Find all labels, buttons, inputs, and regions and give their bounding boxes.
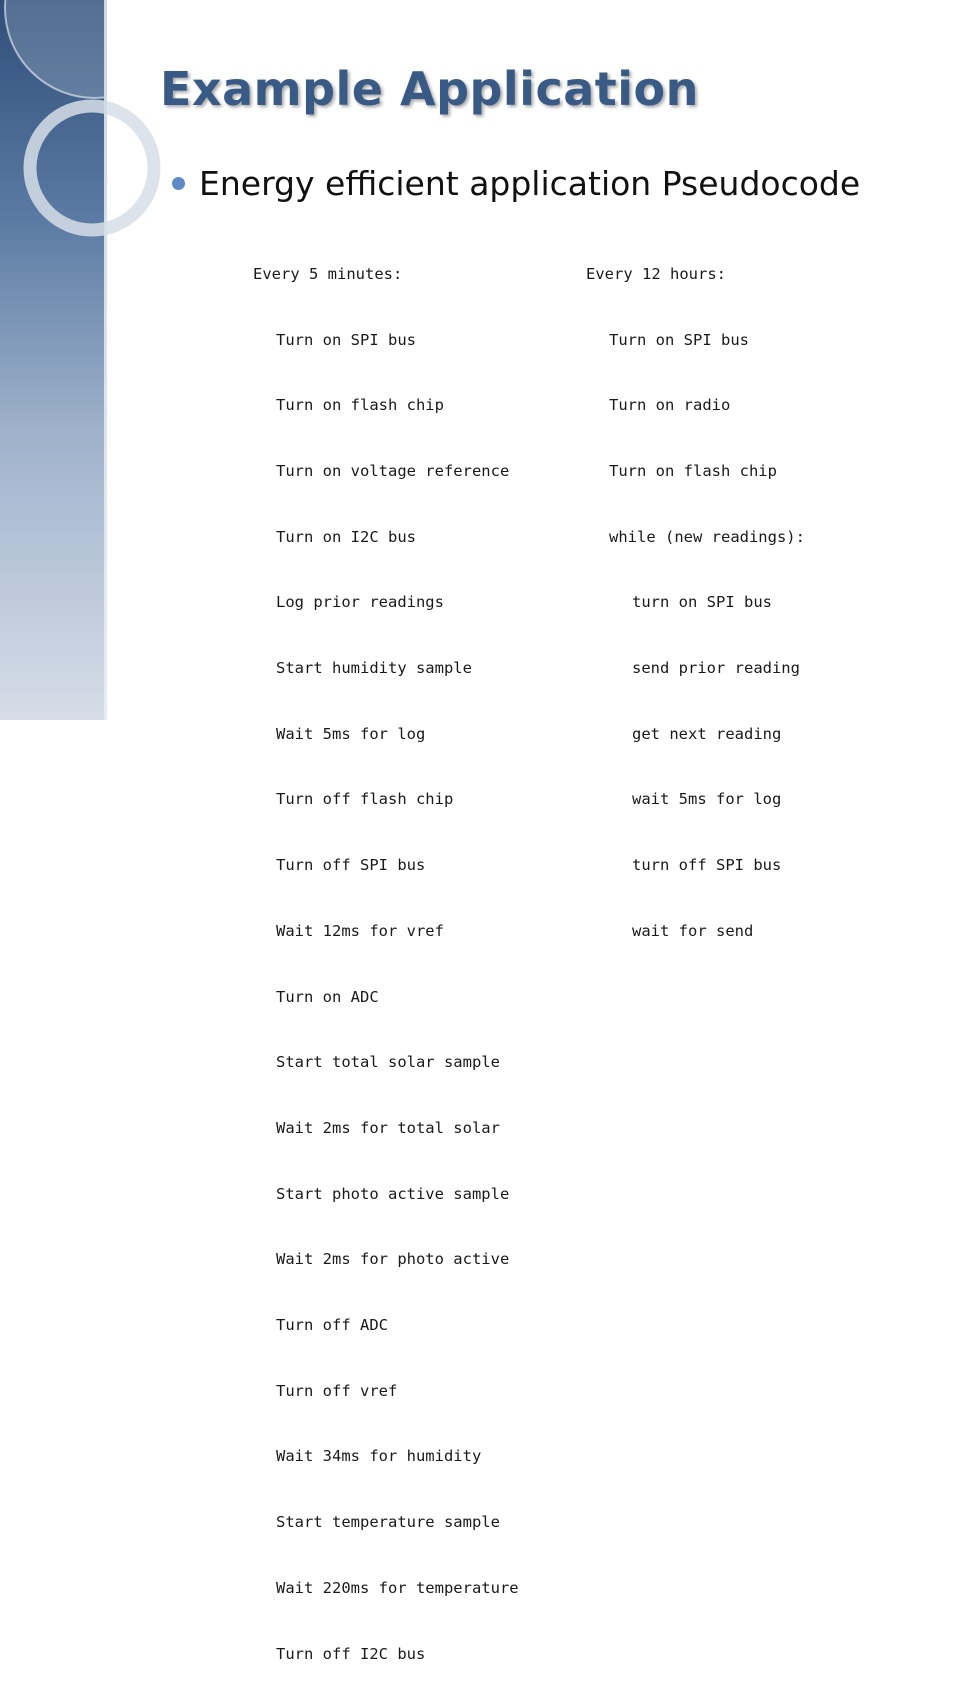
code-line: Turn on radio (609, 396, 731, 415)
code-line-loop: wait for send (632, 921, 754, 940)
decorative-side-band (0, 0, 107, 720)
code-line-loop: turn off SPI bus (632, 856, 782, 875)
code-line: Wait 2ms for total solar (276, 1118, 500, 1137)
code-line-loop: turn on SPI bus (632, 593, 772, 612)
code-line: Turn on voltage reference (276, 461, 510, 480)
bullet-item (172, 164, 860, 203)
code-line: while (new readings): (609, 527, 805, 546)
decorative-circle-large (5, 0, 185, 98)
bullet-dot-icon (172, 177, 185, 190)
decorative-circles (0, 0, 107, 720)
code-line-loop: get next reading (632, 724, 782, 743)
pseudocode-left-block (253, 220, 519, 1687)
code-line: Start humidity sample (276, 659, 472, 678)
pseudocode-right-block (586, 220, 805, 965)
code-line: Start temperature sample (276, 1513, 500, 1532)
code-line: Turn off vref (276, 1381, 398, 1400)
code-header: Every 5 minutes: (253, 264, 403, 283)
code-line: Start total solar sample (276, 1053, 500, 1072)
code-line: Wait 34ms for humidity (276, 1447, 482, 1466)
code-line: Turn on flash chip (609, 461, 777, 480)
code-line: Turn on ADC (276, 987, 379, 1006)
code-line: Turn on I2C bus (276, 527, 416, 546)
code-line: Turn on flash chip (276, 396, 444, 415)
code-line: Turn on SPI bus (609, 330, 749, 349)
code-line: Turn off I2C bus (276, 1644, 426, 1663)
code-line: Turn on SPI bus (276, 330, 416, 349)
code-line: Turn off flash chip (276, 790, 454, 809)
code-line: Wait 220ms for temperature (276, 1578, 519, 1597)
code-line: Start photo active sample (276, 1184, 510, 1203)
code-line-loop: wait 5ms for log (632, 790, 782, 809)
side-band-edge (104, 0, 107, 720)
code-line: Turn off SPI bus (276, 856, 426, 875)
code-line-loop: send prior reading (632, 659, 800, 678)
bullet-text: Energy efficient application Pseudocode (199, 164, 861, 203)
code-line: Log prior readings (276, 593, 444, 612)
code-header: Every 12 hours: (586, 264, 726, 283)
slide-title: Example Application (160, 62, 699, 116)
decorative-ring (30, 106, 154, 230)
code-line: Wait 5ms for log (276, 724, 426, 743)
code-line: Turn off ADC (276, 1316, 388, 1335)
code-line: Wait 2ms for photo active (276, 1250, 510, 1269)
code-line: Wait 12ms for vref (276, 921, 444, 940)
